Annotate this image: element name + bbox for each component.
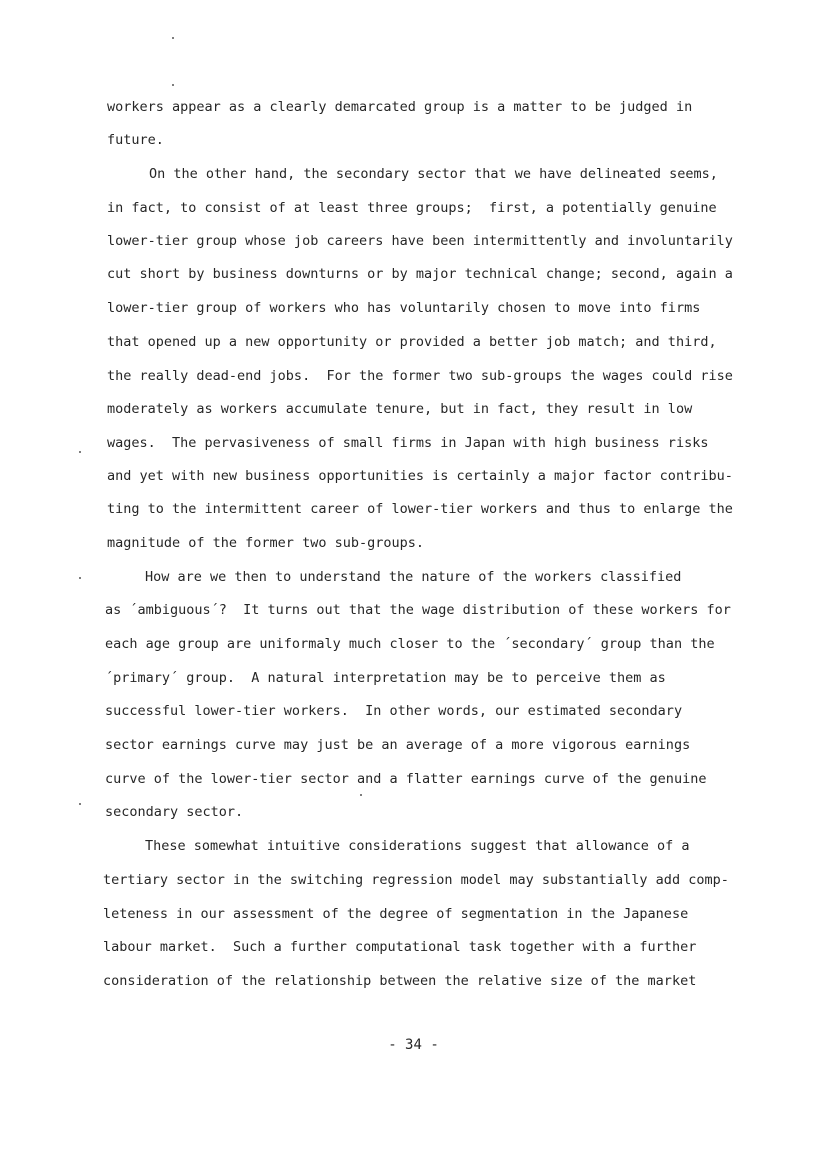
text-line: How are we then to understand the nature of the workers classified: [145, 569, 682, 585]
text-line: lower-tier group of workers who has voluntarily chosen to move into firms: [107, 300, 701, 316]
text-line: future.: [107, 132, 164, 148]
scan-speck: [360, 794, 362, 796]
text-line: leteness in our assessment of the degree of segmentation in the Japanese: [103, 906, 689, 922]
text-line: moderately as workers accumulate tenure, but in fact, they result in low: [107, 401, 693, 417]
text-line: each age group are uniformaly much closer to the ´secondary´ group than the: [105, 636, 715, 652]
scan-speck: [79, 803, 81, 805]
scan-speck: [172, 84, 174, 86]
text-line: consideration of the relationship between the relative size of the market: [103, 973, 697, 989]
text-line: the really dead-end jobs. For the former two sub-groups the wages could rise: [107, 368, 733, 384]
text-line: On the other hand, the secondary sector that we have delineated seems,: [149, 166, 718, 182]
text-line: successful lower-tier workers. In other words, our estimated secondary: [105, 703, 683, 719]
text-line: These somewhat intuitive considerations suggest that allowance of a: [145, 838, 690, 854]
scan-speck: [79, 451, 81, 453]
text-line: secondary sector.: [105, 804, 244, 820]
text-line: ´primary´ group. A natural interpretation may be to perceive them as: [105, 670, 666, 686]
text-line: that opened up a new opportunity or provided a better job match; and third,: [107, 334, 717, 350]
text-line: magnitude of the former two sub-groups.: [107, 535, 424, 551]
text-line: workers appear as a clearly demarcated group is a matter to be judged in: [107, 99, 693, 115]
text-line: curve of the lower-tier sector and a flatter earnings curve of the genuine: [105, 771, 707, 787]
scan-speck: [172, 37, 174, 39]
text-line: sector earnings curve may just be an average of a more vigorous earnings: [105, 737, 691, 753]
text-line: ting to the intermittent career of lower-tier workers and thus to enlarge the: [107, 501, 733, 517]
text-line: tertiary sector in the switching regression model may substantially add comp-: [103, 872, 729, 888]
text-line: and yet with new business opportunities is certainly a major factor contribu-: [107, 468, 733, 484]
text-line: wages. The pervasiveness of small firms in Japan with high business risks: [107, 435, 709, 451]
text-line: labour market. Such a further computational task together with a further: [103, 939, 697, 955]
text-line: cut short by business downturns or by major technical change; second, again a: [107, 266, 733, 282]
scan-speck: [79, 577, 81, 579]
text-line: lower-tier group whose job careers have been intermittently and involuntarily: [107, 233, 733, 249]
page-number: - 34 -: [388, 1037, 439, 1053]
text-line: as ´ambiguous´? It turns out that the wage distribution of these workers for: [105, 602, 731, 618]
text-line: in fact, to consist of at least three groups; first, a potentially genuine: [107, 200, 717, 216]
